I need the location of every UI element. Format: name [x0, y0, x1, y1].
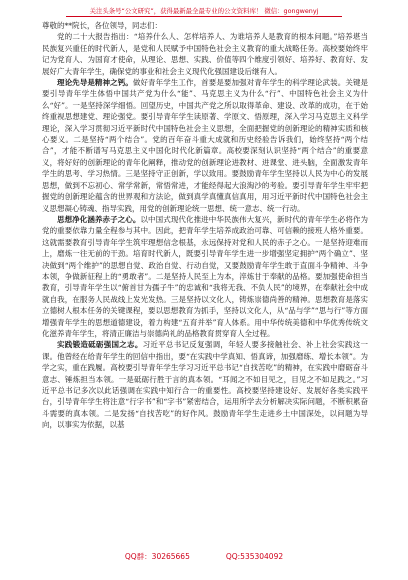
paragraph-lead: 思想净化涵养赤子之心。: [57, 214, 141, 224]
salutation: 尊敬的**院长，各位领导，同志们：: [42, 21, 162, 30]
paragraph-text: 以中国式现代化推进中华民族伟大复兴，新时代的青年学生必将作为党的重要依靠力量全程参与其中。因此，把青年学生培养成政治可靠、可信赖的接班人格外重要。这就需要教育引导青年学生筑牢理想信念根基，永远保持对党和人民的赤子之心。一是坚持迎难而上，磨炼一往无前的干劲。培育时代新人，既要引导青年学生进一步增强坚定拥护“两个确立”、坚决做到“两个维护”的思想自觉、政治自觉、行动自觉，又要鼓励青年学生敢于直面斗争精神、斗争本领，争做新征程上的“勇敢者”。二是坚持人民至上为本，淬炼甘于奉献的品格。要加强使命担当教育，引导青年学生以“俯首甘为孺子牛”的忠诚和“我将无我、不负人民”的境界，在奉献社会中成就自我，在服务人民战线上发光发热。三是坚持以文化人，铸炼崇德尚善的精神。思想教育是落实立德树人根本任务的关键课程，要以思想教育为抓手，坚持以文化人，从“品与学”“思与行”等方面增强青年学生的思想道德建设，着力构建“五育并举”育人体系。用中华传统美德和中华优秀传统文化滋养青年学生，将清正廉洁与崇德尚礼的品格教育贯穿育人全过程。: [42, 214, 368, 338]
footer-contact: [0, 551, 408, 562]
paragraph-practice: [42, 339, 368, 430]
paragraph-lead: 理论先导是精神之钙。: [57, 78, 133, 88]
paragraph-intro: [42, 31, 368, 77]
paragraph-lead: 实践锻造砥砺强国之志。: [57, 340, 143, 350]
paragraph-text: 做好青年学生工作，首要是要加强对青年学生的科学理论武装。关键是要引导青年学生体悟中国共产党为什么“能”、马克思主义为什么“行”、中国特色社会主义为什么“好”。一是坚持深学细悟。回望历史，中国共产党之所以取得革命、建设、改革的成功，在于始终重视思想建党、理论强党。要引导青年学生读原著、学原文、悟原理，深入学习马克思主义科学理论，深入学习贯彻习近平新时代中国特色社会主义思想，全面把握党的创新理论的精神实质和核心要义。二是坚持“两个结合”。党的百年奋斗重大成就和历史经验告诉我们，始终坚持“两个结合”，才能不断谱写马克思主义中国化时代化新篇章。高校要深刻认识坚持“两个结合”的重要意义，将好好的创新理论的青年化阐释，推动党的创新理论进教材、进课堂、进头脑，全面激发青年学生的思考、学习热情。三是坚持守正创新，学以致用。要鼓励青年学生坚持以人民为中心的发展思想，做到不忘初心、常学常新，常悟常进，才能经得起大浪淘沙的考验。要引导青年学生牢牢把握党的创新理论蕴含的世界观和方法论，做到真学真懂真信真用，用习近平新时代中国特色社会主义思想凝心铸魂、指导实践，用党的创新理论统一思想、统一意志、统一行动。: [42, 78, 368, 213]
header-divider: [66, 16, 342, 17]
header-banner: 关注头条号“公文研究”，获得最新最全最专业的公文资料库！ 微信：gongwenyj: [89, 7, 319, 15]
paragraph-theory: [42, 77, 368, 214]
footer-qq: QQ:535304092: [225, 552, 284, 561]
paragraph-text: 习近平总书记反复强调，年轻人要多接触社会、补上社会实践这一课。他曾经在给青年学生的回信中指出，要“在实践中学真知、悟真谛，加强磨练、增长本领”。为学之实，重在践履。高校要引导青年学生学习习近平总书记“自找苦吃”的精神，在实践中磨砺奋斗意志、锤炼担当本领。一是砥砺行胜于言的真本领。“耳闻之不如目见之，目见之不如足践之。”习近平总书记多次以此话强调在实践中知行合一的重要性。高校要坚持建设好、发展好各类实践平台，引导青年学生将注意“行字书”和“字书”紧密结合，运用所学去分析解决实际问题，不断积累奋斗需要的真本领。二是发扬“自找苦吃”的好作风。鼓励青年学生走进乡土中国深处，以问题为导向，以事实为依据，以基: [42, 340, 368, 430]
document-body: [42, 20, 368, 542]
paragraph-thought: [42, 214, 368, 339]
paragraph-text: 党的二十大报告指出：“培养什么人、怎样培养人、为谁培养人是教育的根本问题。”培养堪当民族复兴重任的时代新人，是党和人民赋予中国特色社会主义教育的重大战略任务。高校要始终牢记为党育人、为国育才使命，从理论、思想、实践、价值等四个维度引领好、培养好、教育好、发展好广大青年学生，确保党的事业和社会主义现代化强国建设后继有人。: [42, 32, 368, 76]
footer-qq-group: QQ群：30265665: [124, 552, 190, 561]
